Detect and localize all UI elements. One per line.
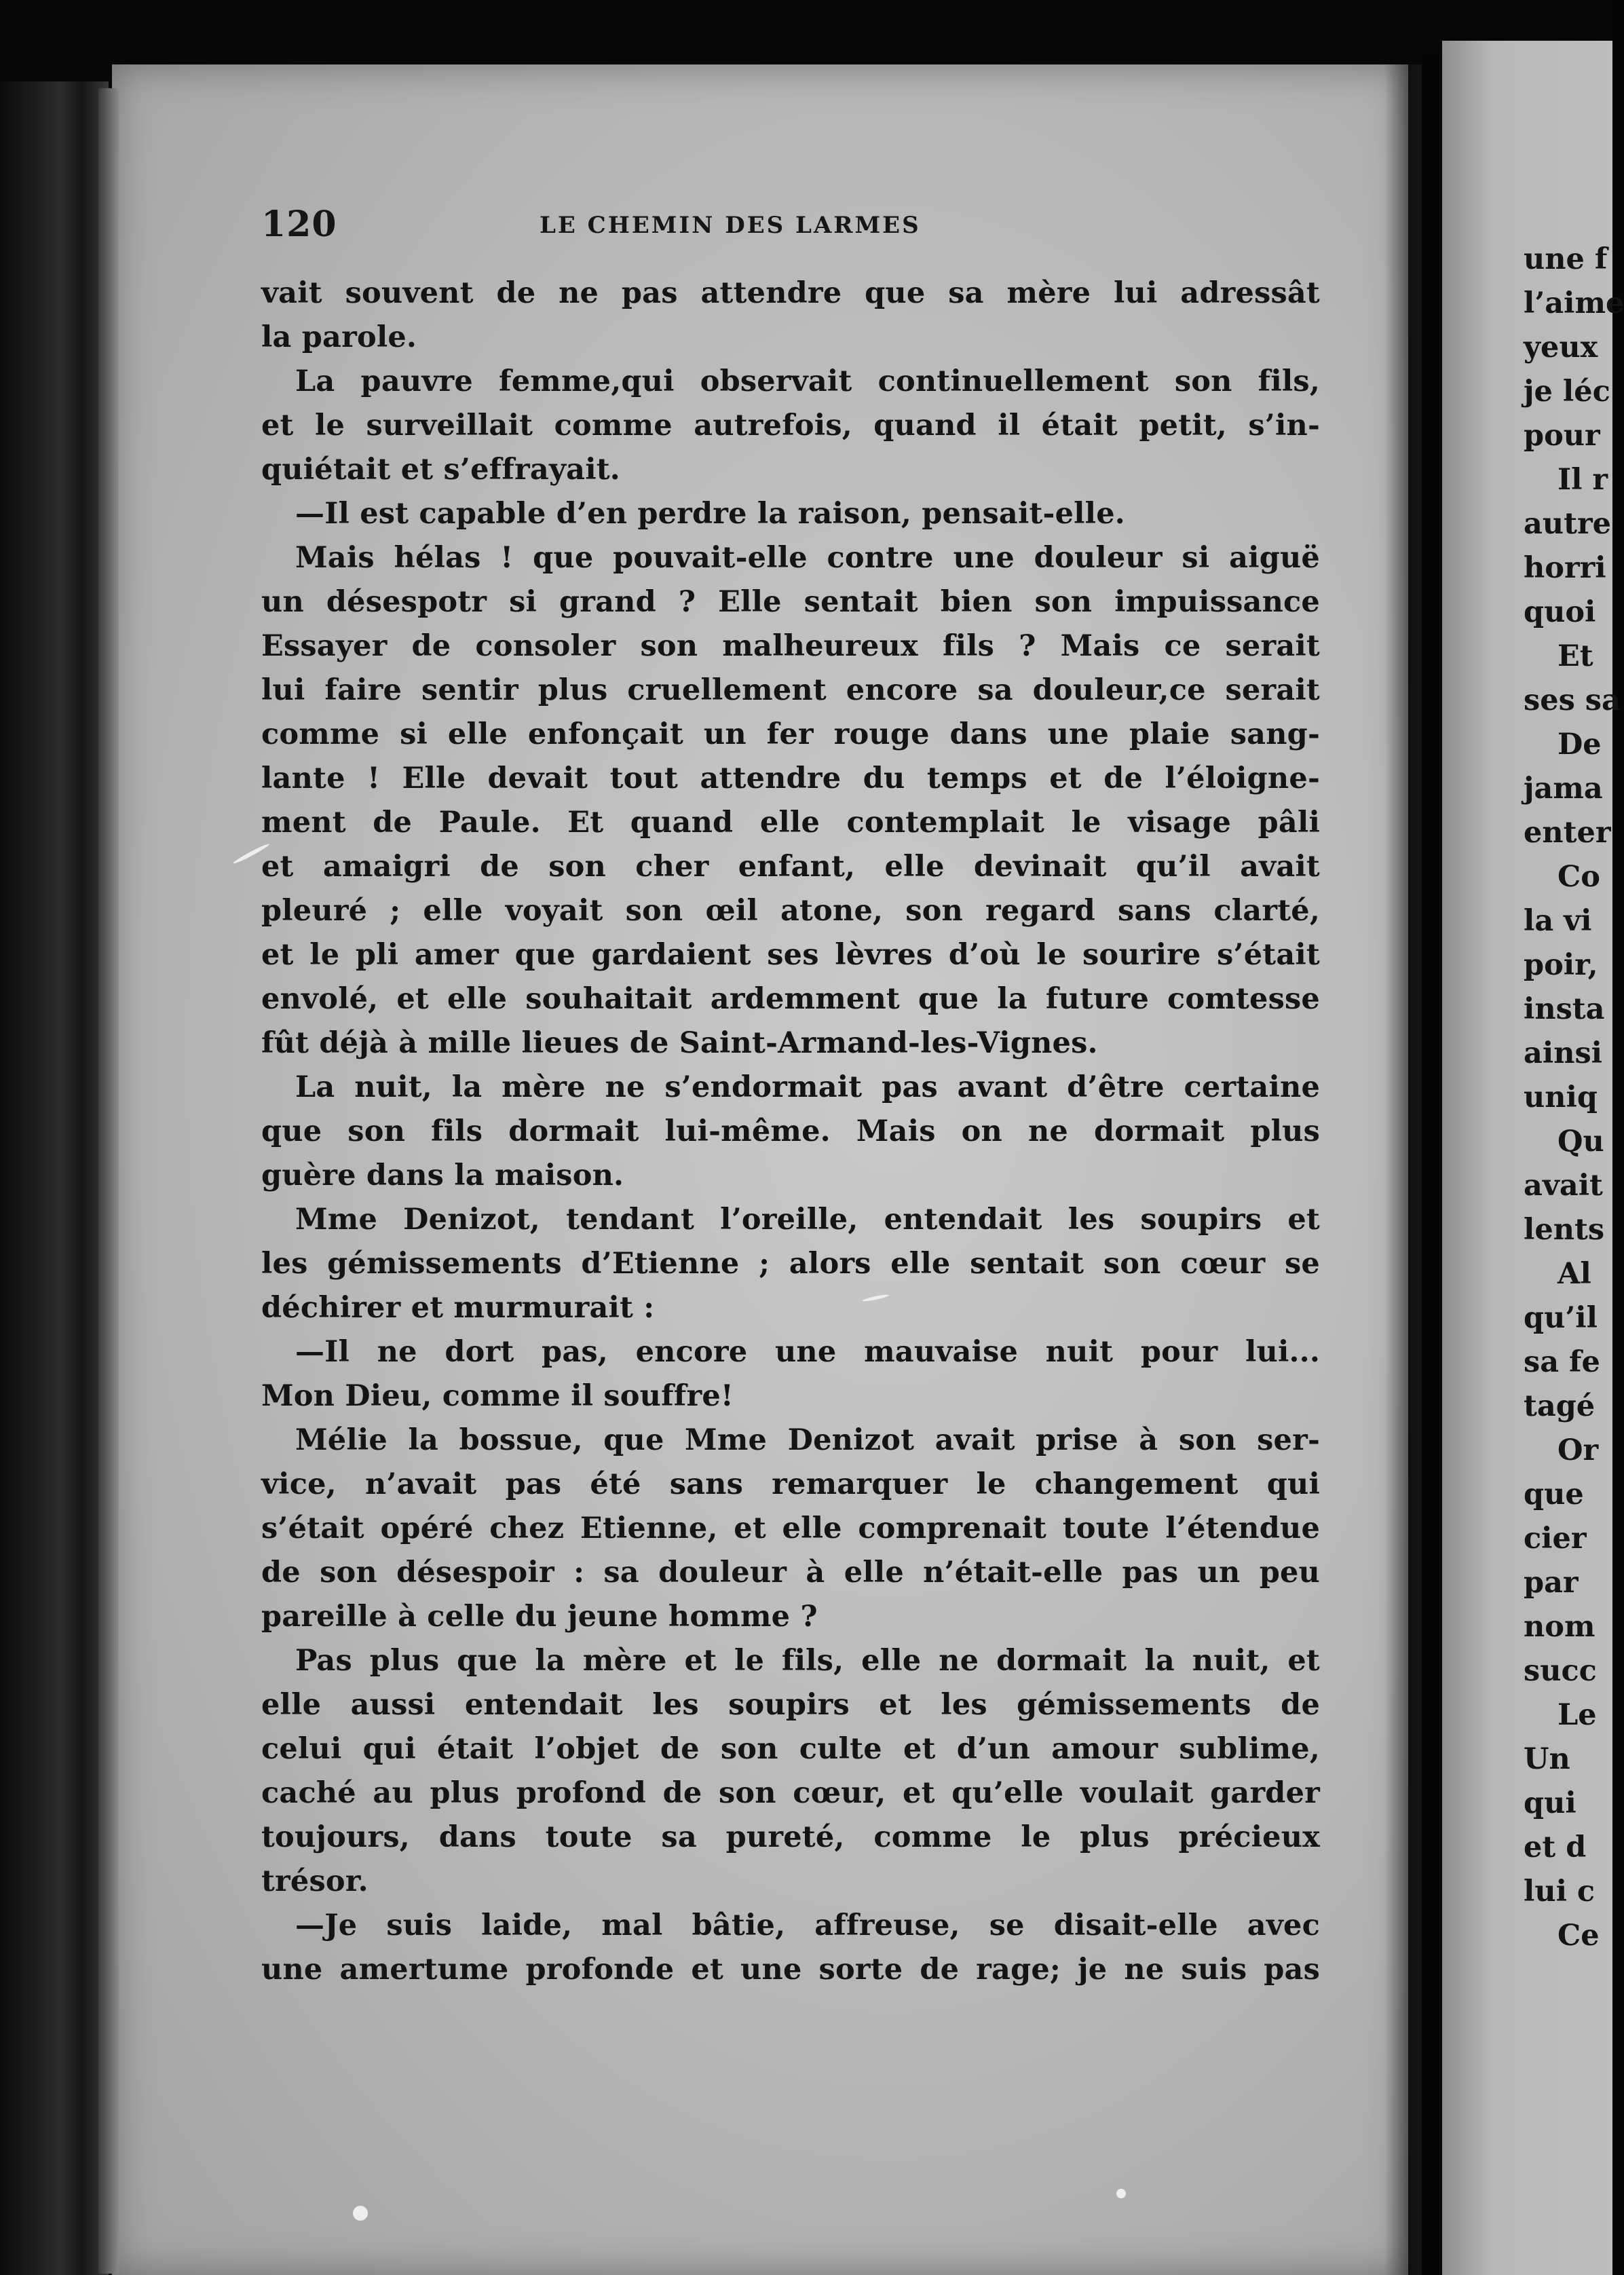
fragment-line: Co — [1557, 860, 1600, 894]
text-line: toujours, dans toute sa pureté, comme le plus précieux — [261, 1820, 1320, 1854]
page-body-text — [261, 271, 1320, 1992]
fragment-line: enter — [1524, 816, 1611, 850]
fragment-line: une f — [1524, 242, 1608, 276]
book-gutter — [1422, 54, 1442, 2275]
fragment-line: De — [1557, 728, 1602, 762]
text-line: La pauvre femme,qui observait continuellement son fils, — [295, 364, 1320, 398]
page-number: 120 — [261, 204, 337, 245]
text-line: un désespotr si grand ? Elle sentait bien son impuissance — [261, 585, 1320, 619]
fragment-line: qu’il — [1524, 1301, 1598, 1335]
text-line: fût déjà à mille lieues de Saint-Armand-les-Vignes. — [261, 1026, 1098, 1060]
text-line: pareille à celle du jeune homme ? — [261, 1600, 818, 1634]
text-line: les gémissements d’Etienne ; alors elle sentait son cœur se — [261, 1247, 1320, 1281]
fragment-line: je léc — [1524, 375, 1610, 409]
text-line: guère dans la maison. — [261, 1159, 624, 1192]
text-line: Pas plus que la mère et le fils, elle ne dormait la nuit, et — [295, 1644, 1320, 1678]
text-line: elle aussi entendait les soupirs et les gémissements de — [261, 1688, 1320, 1722]
text-line: que son fils dormait lui-même. Mais on ne dormait plus — [261, 1114, 1320, 1148]
text-line: pleuré ; elle voyait son œil atone, son regard sans clarté, — [261, 894, 1320, 928]
text-line: de son désespoir : sa douleur à elle n’était-elle pas un peu — [261, 1556, 1320, 1590]
text-line: envolé, et elle souhaitait ardemment que la future comtesse — [261, 982, 1320, 1016]
fragment-line: uniq — [1524, 1080, 1598, 1114]
text-line: Mon Dieu, comme il souffre! — [261, 1379, 734, 1413]
text-line: Mais hélas ! que pouvait-elle contre une douleur si aiguë — [295, 541, 1320, 575]
text-line: et amaigri de son cher enfant, elle devinait qu’il avait — [261, 850, 1320, 884]
fragment-line: insta — [1524, 992, 1605, 1026]
text-line: Mélie la bossue, que Mme Denizot avait prise à son ser- — [295, 1423, 1320, 1457]
text-line: s’était opéré chez Etienne, et elle comprenait toute l’étendue — [261, 1511, 1320, 1545]
text-line: Mme Denizot, tendant l’oreille, entendait les soupirs et — [295, 1203, 1320, 1237]
fragment-line: jama — [1524, 772, 1603, 806]
next-page-text — [1524, 238, 1624, 1958]
fragment-line: et d — [1524, 1830, 1587, 1864]
fragment-line: horri — [1524, 551, 1606, 585]
fragment-line: Un — [1524, 1742, 1570, 1776]
fragment-line: sa fe — [1524, 1345, 1600, 1379]
fragment-line: l’aime — [1524, 286, 1624, 320]
fragment-line: la vi — [1524, 904, 1592, 938]
text-line: lui faire sentir plus cruellement encore sa douleur,ce serait — [261, 673, 1320, 707]
fragment-line: pour — [1524, 419, 1600, 453]
fragment-line: Et — [1557, 639, 1593, 673]
fragment-line: yeux — [1524, 331, 1598, 364]
text-line: déchirer et murmurait : — [261, 1291, 655, 1325]
fragment-line: autre — [1524, 507, 1611, 541]
fragment-line: quoi — [1524, 595, 1596, 629]
fragment-line: tagé — [1524, 1389, 1595, 1423]
book-binding — [0, 81, 109, 2275]
dust-speck — [1116, 2189, 1126, 2198]
text-line: trésor. — [261, 1864, 369, 1898]
fragment-line: poir, — [1524, 948, 1598, 982]
fragment-line: Qu — [1557, 1125, 1604, 1159]
fragment-line: Or — [1557, 1433, 1599, 1467]
text-line: —Je suis laide, mal bâtie, affreuse, se disait-elle avec — [295, 1909, 1320, 1942]
page-edge — [98, 88, 119, 2274]
text-line: ment de Paule. Et quand elle contemplait le visage pâli — [261, 806, 1320, 840]
fragment-line: par — [1524, 1566, 1579, 1600]
fragment-line: Al — [1557, 1257, 1591, 1291]
text-line: et le pli amer que gardaient ses lèvres d’où le sourire s’était — [261, 938, 1320, 972]
text-line: lante ! Elle devait tout attendre du temps et de l’éloigne- — [261, 762, 1320, 795]
fragment-line: ainsi — [1524, 1036, 1603, 1070]
text-line: celui qui était l’objet de son culte et d’un amour sublime, — [261, 1732, 1320, 1766]
dust-speck — [353, 2206, 368, 2221]
text-line: caché au plus profond de son cœur, et qu’elle voulait garder — [261, 1776, 1320, 1810]
fragment-line: lui c — [1524, 1875, 1595, 1909]
text-line: vait souvent de ne pas attendre que sa mère lui adressât — [261, 276, 1320, 310]
running-title: LE CHEMIN DES LARMES — [540, 212, 921, 239]
fragment-line: avait — [1524, 1169, 1603, 1203]
fragment-line: Le — [1557, 1698, 1597, 1732]
fragment-line: Ce — [1557, 1919, 1600, 1953]
text-line: La nuit, la mère ne s’endormait pas avant d’être certaine — [295, 1070, 1320, 1104]
fragment-line: succ — [1524, 1654, 1597, 1688]
text-line: une amertume profonde et une sorte de rage; je ne suis pas — [261, 1953, 1320, 1987]
fragment-line: nom — [1524, 1610, 1595, 1644]
fragment-line: lents — [1524, 1213, 1605, 1247]
fragment-line: cier — [1524, 1522, 1587, 1556]
text-line: quiétait et s’effrayait. — [261, 453, 620, 487]
text-line: Essayer de consoler son malheureux fils ? Mais ce serait — [261, 629, 1320, 663]
text-line: comme si elle enfonçait un fer rouge dans une plaie sang- — [261, 717, 1320, 751]
text-line: —Il est capable d’en perdre la raison, pensait-elle. — [295, 497, 1125, 531]
fragment-line: que — [1524, 1478, 1584, 1511]
fragment-line: qui — [1524, 1786, 1576, 1820]
text-line: —Il ne dort pas, encore une mauvaise nuit pour lui... — [295, 1335, 1320, 1369]
text-line: et le surveillait comme autrefois, quand il était petit, s’in- — [261, 409, 1320, 443]
text-line: la parole. — [261, 320, 417, 354]
running-header — [261, 204, 1347, 244]
fragment-line: Il r — [1557, 463, 1608, 497]
text-line: vice, n’avait pas été sans remarquer le changement qui — [261, 1467, 1320, 1501]
fragment-line: ses sa — [1524, 683, 1621, 717]
